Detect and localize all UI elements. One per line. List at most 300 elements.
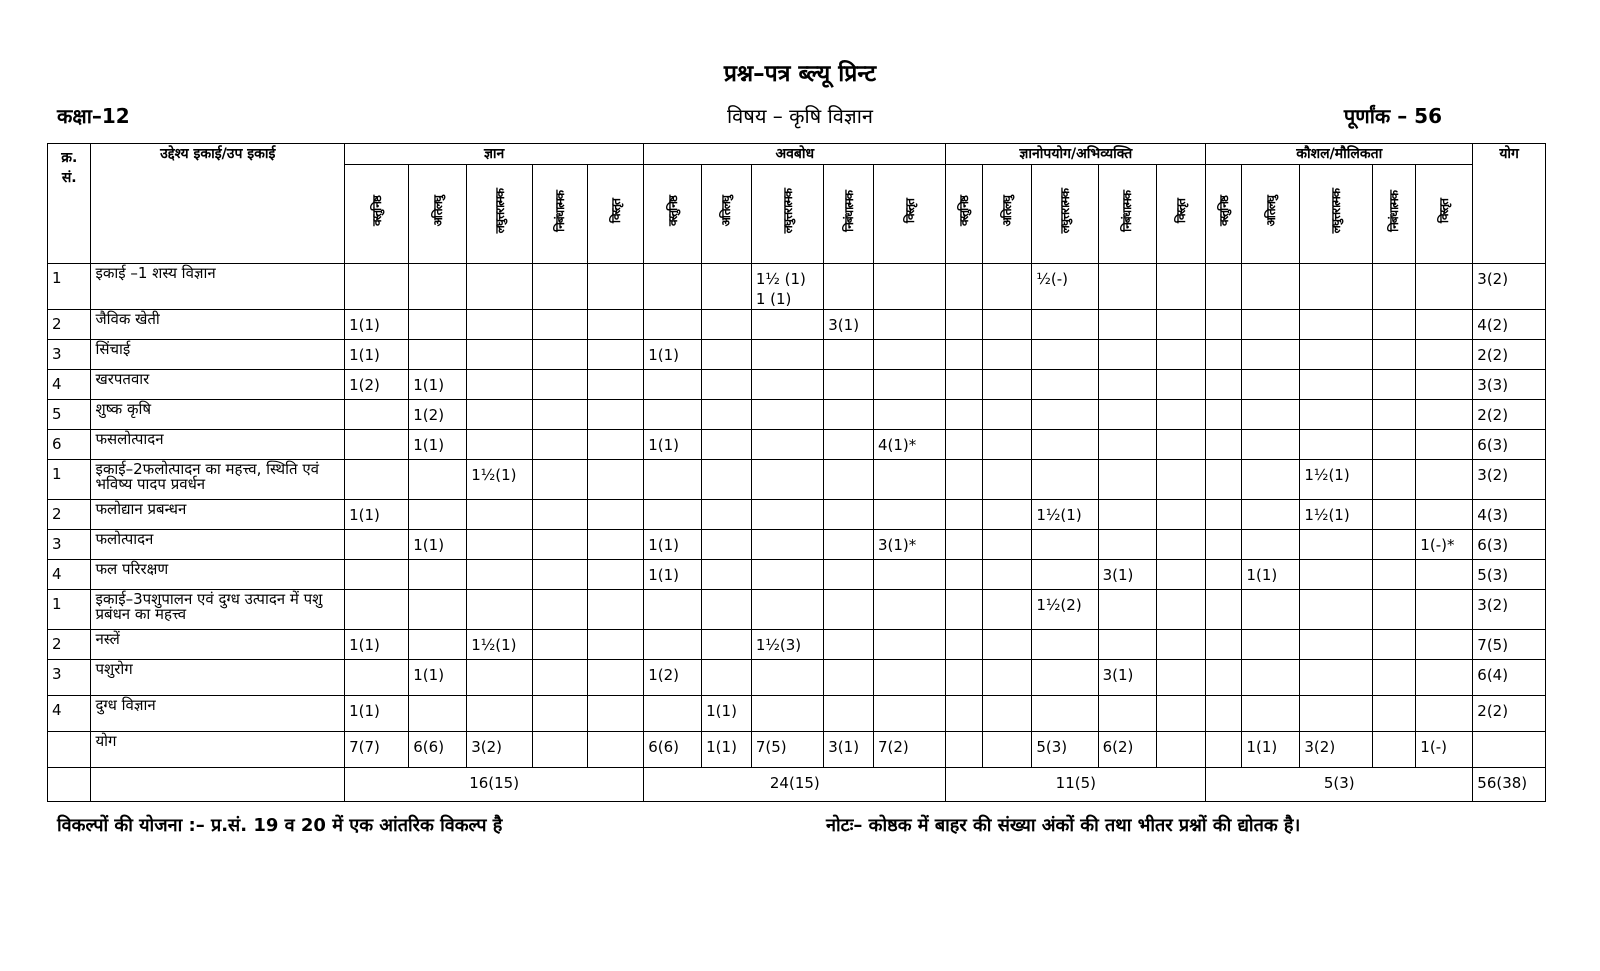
row-cell [1206,500,1242,530]
row-cell: 1½ (1) 1 (1) [751,264,823,310]
row-cell: 3(1)* [873,530,946,560]
row-cell [345,560,409,590]
row-cell [982,310,1032,340]
row-cell [1416,370,1473,400]
row-cell [467,500,533,530]
row-cell [1098,430,1156,460]
row-cell [824,660,874,696]
row-cell [1372,340,1415,370]
row-cell [982,696,1032,732]
row-sno: 6 [48,430,91,460]
row-cell [1156,660,1206,696]
header-qtype [533,165,588,264]
row-cell [946,660,982,696]
row-cell [1156,340,1206,370]
row-cell [873,630,946,660]
header-total: योग [1473,144,1546,264]
row-cell [751,660,823,696]
row-cell [824,696,874,732]
table-row [48,500,1546,530]
row-cell: 1(1) [644,530,702,560]
row-sno: 4 [48,370,91,400]
row-total: 3(2) [1473,264,1546,310]
table-row [48,660,1546,696]
group-total: 5(3) [1206,768,1473,802]
row-cell [751,460,823,500]
row-cell [1300,340,1372,370]
row-cell [588,660,644,696]
row-cell [1242,400,1300,430]
row-cell [1416,590,1473,630]
row-sno: 2 [48,500,91,530]
header-qtype-label: निबंधात्मक [1120,190,1135,232]
table-row [48,264,1546,310]
row-cell: 3(2) [1300,732,1372,768]
row-cell [588,590,644,630]
row-cell [1156,560,1206,590]
row-cell [1300,530,1372,560]
row-cell [588,400,644,430]
row-unit: फल परिरक्षण [91,560,345,590]
row-cell [1372,264,1415,310]
row-cell: 6(6) [409,732,467,768]
row-sno: 2 [48,630,91,660]
row-sno: 1 [48,460,91,500]
row-cell [1300,370,1372,400]
row-cell [1416,340,1473,370]
header-qtype-label: निबंधात्मक [553,190,568,232]
row-unit: शुष्क कृषि [91,400,345,430]
table-row [48,370,1546,400]
row-cell: 1(1) [644,340,702,370]
table-row [48,400,1546,430]
row-cell: 1(1) [1242,732,1300,768]
row-cell [1098,340,1156,370]
row-cell [982,660,1032,696]
header-qtype [1416,165,1473,264]
row-cell [533,430,588,460]
row-cell [1098,630,1156,660]
row-cell: 1(1) [409,370,467,400]
table-row [48,340,1546,370]
row-cell [1416,430,1473,460]
row-cell: 1(1) [1242,560,1300,590]
row-cell: 1(1) [644,560,702,590]
row-unit: सिंचाई [91,340,345,370]
row-cell [1242,310,1300,340]
row-cell [1300,660,1372,696]
row-cell [824,264,874,310]
row-sno: 3 [48,530,91,560]
row-cell [588,310,644,340]
row-cell [1300,696,1372,732]
row-cell [345,400,409,430]
row-cell [644,264,702,310]
row-cell [345,590,409,630]
row-cell [467,560,533,590]
row-cell [702,264,752,310]
row-cell [873,696,946,732]
row-cell [824,500,874,530]
row-cell: 1(1) [702,732,752,768]
row-cell [1156,500,1206,530]
row-cell [1206,696,1242,732]
row-cell [1206,630,1242,660]
row-cell [946,560,982,590]
row-cell [824,530,874,560]
row-cell [1206,430,1242,460]
row-cell [1206,560,1242,590]
row-unit: फसलोत्पादन [91,430,345,460]
row-cell [644,696,702,732]
row-cell [1372,530,1415,560]
row-unit: दुग्ध विज्ञान [91,696,345,732]
table-row [48,732,1546,768]
row-cell [982,340,1032,370]
row-cell: 1(2) [644,660,702,696]
row-cell [982,590,1032,630]
header-qtype [1032,165,1098,264]
row-cell [1032,340,1098,370]
row-cell [533,460,588,500]
header-qtype [824,165,874,264]
row-cell [467,400,533,430]
row-cell [467,264,533,310]
row-cell [946,500,982,530]
row-cell [644,500,702,530]
row-cell [982,732,1032,768]
row-cell [1032,560,1098,590]
row-cell [1372,630,1415,660]
row-cell [644,370,702,400]
row-cell [1098,400,1156,430]
row-cell [345,460,409,500]
row-cell [946,340,982,370]
header-qtype-label: विस्तृत [608,198,623,224]
row-cell: 1(1) [345,630,409,660]
row-cell [1032,430,1098,460]
row-cell [824,460,874,500]
row-cell [1098,264,1156,310]
header-qtype [1300,165,1372,264]
row-cell [1242,590,1300,630]
row-cell [467,660,533,696]
row-cell [1416,560,1473,590]
header-qtype-label: अतिलघु [1000,195,1014,227]
table-row [48,630,1546,660]
row-cell: 1(1) [345,310,409,340]
header-qtype-label: अतिलघु [430,195,445,227]
row-cell [1416,460,1473,500]
row-cell [824,430,874,460]
header-qtype [1156,165,1206,264]
row-cell [1372,430,1415,460]
row-cell [1206,660,1242,696]
row-cell [824,560,874,590]
row-cell [1098,590,1156,630]
row-cell [702,400,752,430]
row-cell: 1(1) [644,430,702,460]
group-totals-row [48,768,1546,802]
row-total: 7(5) [1473,630,1546,660]
row-cell [873,590,946,630]
row-cell [1242,430,1300,460]
row-cell [751,696,823,732]
header-qtype-label: लघुत्तरात्मक [780,188,795,234]
group-total: 24(15) [644,768,946,802]
row-cell [1372,696,1415,732]
row-cell [588,696,644,732]
row-cell [1098,370,1156,400]
row-cell [1156,696,1206,732]
group-total: 11(5) [946,768,1206,802]
row-unit: फलोत्पादन [91,530,345,560]
row-cell [1032,660,1098,696]
row-cell [1372,400,1415,430]
row-unit: खरपतवार [91,370,345,400]
table-row [48,430,1546,460]
row-sno: 1 [48,590,91,630]
row-cell [824,370,874,400]
options-scheme-note: विकल्पों की योजना :– प्र.सं. 19 व 20 में एक आंतरिक विकल्प है [57,815,503,836]
row-cell [946,696,982,732]
row-cell [1206,310,1242,340]
row-cell [982,400,1032,430]
row-cell [702,500,752,530]
table-row [48,460,1546,500]
row-cell [1156,400,1206,430]
row-cell: 3(2) [467,732,533,768]
row-cell [1206,264,1242,310]
row-cell [409,560,467,590]
header-group-gyan: ज्ञान [345,144,644,165]
row-cell [409,264,467,310]
row-cell [873,660,946,696]
row-cell: 1½(1) [1300,500,1372,530]
row-cell [409,340,467,370]
row-cell [1242,630,1300,660]
row-cell [533,696,588,732]
row-cell [946,460,982,500]
header-qtype [702,165,752,264]
row-cell [1416,660,1473,696]
row-cell [1098,500,1156,530]
row-cell: 7(2) [873,732,946,768]
row-cell: 6(6) [644,732,702,768]
table-row [48,530,1546,560]
row-total: 2(2) [1473,340,1546,370]
subject-label: विषय – कृषि विज्ञान [726,104,874,128]
row-cell [1372,732,1415,768]
row-cell [1032,400,1098,430]
header-qtype-label: निबंधात्मक [841,190,856,232]
row-cell [533,264,588,310]
row-sno: 5 [48,400,91,430]
row-cell [873,400,946,430]
row-cell [873,310,946,340]
row-cell [409,310,467,340]
header-qtype [751,165,823,264]
row-cell [533,340,588,370]
row-cell [751,500,823,530]
row-sno [48,732,91,768]
row-cell: 6(2) [1098,732,1156,768]
row-cell [946,732,982,768]
row-total: 3(2) [1473,590,1546,630]
row-cell [467,530,533,560]
row-cell [946,310,982,340]
row-cell [751,530,823,560]
group-totals-blank [91,768,345,802]
row-cell [1098,696,1156,732]
row-cell [982,500,1032,530]
row-cell [467,590,533,630]
row-cell [1242,660,1300,696]
row-cell [1372,460,1415,500]
row-cell [1098,310,1156,340]
header-qtype [409,165,467,264]
row-cell: 1(1) [345,696,409,732]
row-cell [644,590,702,630]
row-cell [1156,460,1206,500]
row-cell [409,590,467,630]
header-qtype [1098,165,1156,264]
row-cell [946,264,982,310]
row-cell: 1½(1) [467,460,533,500]
row-cell [345,660,409,696]
row-cell [873,340,946,370]
row-cell: 1(1) [409,430,467,460]
row-cell [1416,400,1473,430]
row-cell [1098,460,1156,500]
row-cell [1416,500,1473,530]
row-cell [873,500,946,530]
row-cell [409,500,467,530]
row-cell [588,500,644,530]
row-cell [751,400,823,430]
group-total: 16(15) [345,768,644,802]
row-cell [982,430,1032,460]
row-sno: 4 [48,560,91,590]
row-cell: 1(2) [345,370,409,400]
header-group-gyanopyog: ज्ञानोपयोग/अभिव्यक्ति [946,144,1206,165]
row-cell [345,530,409,560]
row-cell [588,732,644,768]
row-cell [1416,630,1473,660]
row-cell [946,630,982,660]
row-cell [1416,264,1473,310]
header-sno: क्र. सं. [48,144,91,264]
row-cell [467,340,533,370]
row-cell [588,340,644,370]
row-cell [702,310,752,340]
header-qtype [644,165,702,264]
row-sno: 1 [48,264,91,310]
row-cell [1242,500,1300,530]
blueprint-table [47,143,1546,802]
row-cell: 1(1) [409,660,467,696]
header-qtype-label: वस्तुनिष्ठ [1216,195,1231,227]
row-cell [533,530,588,560]
row-cell [1416,696,1473,732]
header-qtype [946,165,982,264]
header-row-groups [48,144,1546,165]
row-cell [1206,530,1242,560]
row-unit: योग [91,732,345,768]
row-cell [588,264,644,310]
table-row [48,696,1546,732]
row-sno: 4 [48,696,91,732]
row-cell [533,370,588,400]
row-cell [588,530,644,560]
row-cell [1242,696,1300,732]
row-cell [533,660,588,696]
header-qtype-label: अतिलघु [719,195,734,227]
row-cell [1156,310,1206,340]
row-cell [1032,310,1098,340]
row-cell [702,590,752,630]
row-cell [467,696,533,732]
header-qtype-label: लघुत्तरात्मक [1329,188,1344,234]
row-cell [1156,264,1206,310]
row-cell: 1(2) [409,400,467,430]
row-cell [873,264,946,310]
row-cell: 1½(1) [467,630,533,660]
header-qtype [982,165,1032,264]
row-cell [982,630,1032,660]
row-cell [1300,264,1372,310]
row-cell [873,460,946,500]
row-cell [644,460,702,500]
header-qtype-label: वस्तुनिष्ठ [369,195,384,227]
row-cell: 1(1) [702,696,752,732]
row-cell: 7(5) [751,732,823,768]
row-cell [824,340,874,370]
group-totals-blank [48,768,91,802]
row-cell [946,530,982,560]
row-cell [644,310,702,340]
row-cell [644,400,702,430]
row-cell [751,370,823,400]
row-cell [1416,310,1473,340]
row-cell [946,590,982,630]
row-cell [467,370,533,400]
row-cell [533,590,588,630]
header-qtype-label: निबंधात्मक [1387,190,1402,232]
row-cell: 1(-) [1416,732,1473,768]
total-marks-label: पूर्णांक – 56 [1343,104,1442,128]
row-cell: 1(1) [345,340,409,370]
row-cell [1032,530,1098,560]
class-label: कक्षा–12 [57,104,130,128]
row-cell: 1½(3) [751,630,823,660]
row-cell [1242,340,1300,370]
row-cell [1372,590,1415,630]
row-cell [1242,370,1300,400]
row-total: 6(3) [1473,530,1546,560]
row-cell: 1½(1) [1300,460,1372,500]
row-cell [1206,340,1242,370]
row-total: 5(3) [1473,560,1546,590]
row-cell [644,630,702,660]
row-cell [588,370,644,400]
header-qtype [873,165,946,264]
row-cell [982,264,1032,310]
row-cell [1300,310,1372,340]
row-cell [982,370,1032,400]
row-cell [1300,430,1372,460]
row-total: 6(3) [1473,430,1546,460]
